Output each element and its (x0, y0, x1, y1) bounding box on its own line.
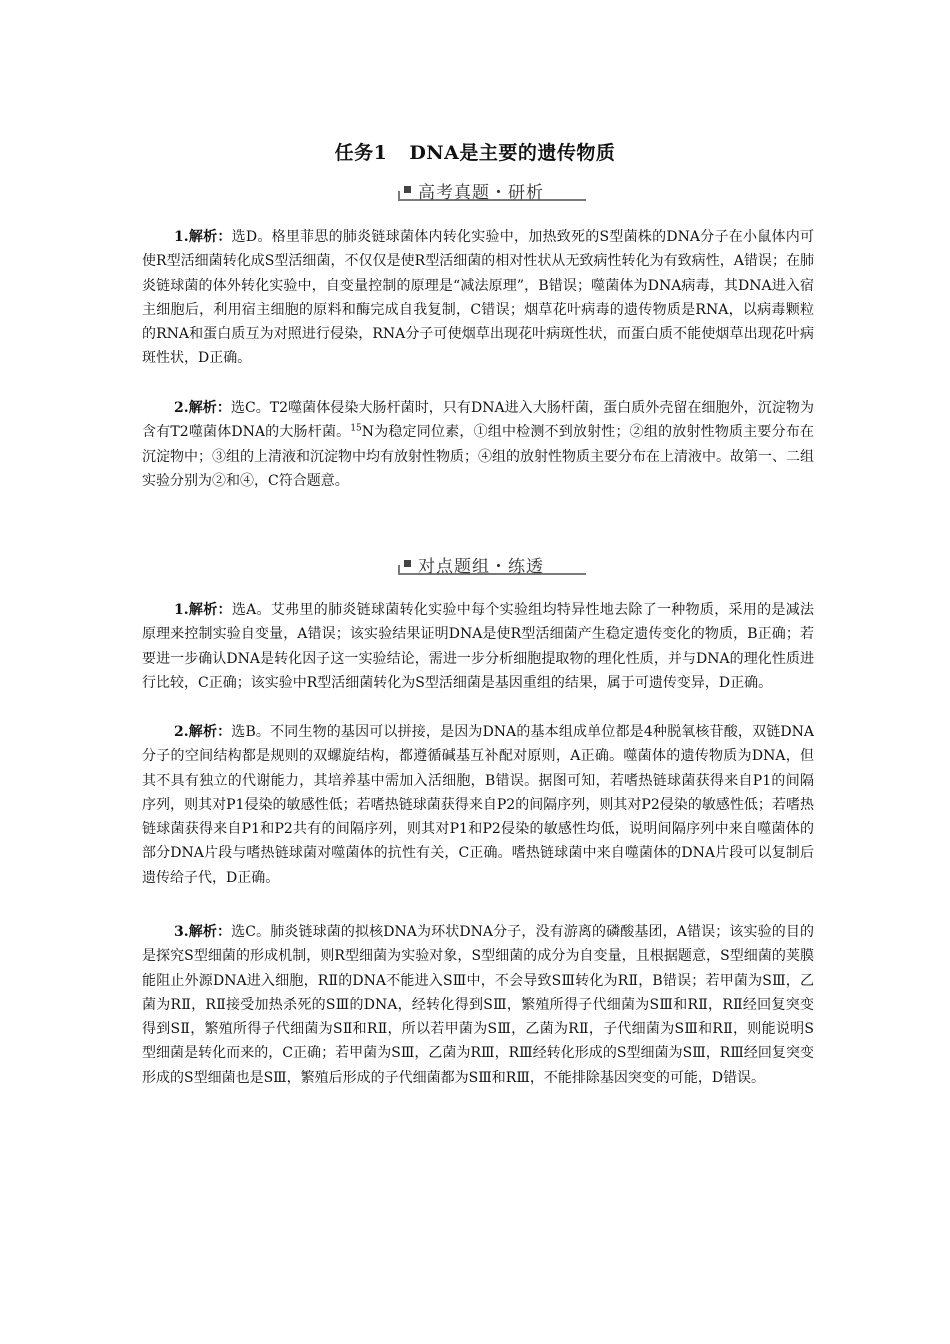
answer-text-continued: N为稳定同位素，①组中检测不到放射性；②组的放射性物质主要分布在沉淀物中；③组的上清液和沉淀物中均有放射性物质；④组的放射性物质主要分布在上清液中。故第一、二组实验分别为②和④，C符合题意。 (142, 424, 814, 489)
practice-paragraph-3 (142, 920, 814, 1090)
answer-number: 1. (174, 602, 189, 618)
answer-number: 3. (174, 924, 189, 940)
answer-label: 解析： (188, 400, 231, 416)
answer-number: 2. (174, 724, 189, 740)
section-heading: 对点题组・练透 (418, 557, 544, 577)
answer-text: 选A。艾弗里的肺炎链球菌转化实验中每个实验组均特异性地去除了一种物质，采用的是减法原理来控制实验自变量，A错误；该实验结果证明DNA是使R型活细菌产生稳定遗传变化的物质，B正确；若要进一步确认DNA是转化因子这一实验结论，需进一步分析细胞提取物的理化性质，并与DNA的理化性质进行比较，C正确；该实验中R型活细菌转化为S型活细菌是基因重组的结果，属于可遗传变异，D正确。 (142, 602, 815, 691)
answer-paragraph-1 (142, 225, 814, 371)
title-task: 任务1 (334, 142, 388, 164)
answer-paragraph-2 (142, 396, 814, 493)
practice-paragraph-2 (142, 720, 814, 890)
section-banner-exam-analysis (398, 177, 586, 203)
title-topic: DNA是主要的遗传物质 (409, 142, 616, 164)
answer-text: 选C。肺炎链球菌的拟核DNA为环状DNA分子，没有游离的磷酸基团，A错误；该实验的目的是探究S型细菌的形成机制，则R型细菌为实验对象，S型细菌的成分为自变量，且根据题意，S型细菌的荚膜能阻止外源DNA进入细胞，RⅡ的DNA不能进入SⅢ中，不会导致SⅢ转化为RⅡ，B错误；若甲菌为SⅢ，乙菌为RⅡ，RⅡ接受加热杀死的SⅢ的DNA，经转化得到SⅢ，繁殖所得子代细菌为SⅢ和RⅡ，RⅡ经回复突变得到SⅡ，繁殖所得子代细菌为SⅡ和RⅡ，所以若甲菌为SⅢ，乙菌为RⅡ，子代细菌为SⅢ和RⅡ，则能说明S型细菌是转化而来的，C正确；若甲菌为SⅢ，乙菌为RⅢ，RⅢ经转化形成的S型细菌为SⅢ，RⅢ经回复突变形成的S型细菌也是SⅢ，繁殖后形成的子代细菌都为SⅢ和RⅢ，不能排除基因突变的可能，D错误。 (142, 924, 814, 1086)
answer-text: 选C。T2噬菌体侵染大肠杆菌时，只有DNA进入大肠杆菌，蛋白质外壳留在细胞外，沉淀物为含有T2噬菌体DNA的大肠杆菌。 (142, 400, 814, 441)
answer-text: 选B。不同生物的基因可以拼接，是因为DNA的基本组成单位都是4种脱氧核苷酸，双链DNA分子的空间结构都是规则的双螺旋结构，都遵循碱基互补配对原则，A正确。噬菌体的遗传物质为DNA，但其不具有独立的代谢能力，其培养基中需加入活细胞，B错误。据图可知，若嗜热链球菌获得来自P1的间隔序列，则其对P1侵染的敏感性低；若嗜热链球菌获得来自P2的间隔序列，则其对P2侵染的敏感性低；若嗜热链球菌获得来自P1和P2共有的间隔序列，则其对P1和P2侵染的敏感性均低，说明间隔序列中来自噬菌体的部分DNA片段与嗜热链球菌对噬菌体的抗性有关，C正确。嗜热链球菌中来自噬菌体的DNA片段可以复制后遗传给子代，D正确。 (142, 724, 814, 886)
section-heading: 高考真题・研析 (418, 183, 544, 203)
answer-number: 1. (174, 229, 189, 245)
answer-label: 解析： (188, 602, 232, 618)
answer-label: 解析： (188, 924, 232, 940)
answer-number: 2. (174, 400, 189, 416)
square-bullet-icon (404, 560, 411, 567)
practice-paragraph-1 (142, 598, 814, 695)
answer-label: 解析： (188, 724, 232, 740)
square-bullet-icon (404, 186, 411, 193)
section-banner-practice (398, 551, 586, 577)
isotope-superscript: 15 (350, 423, 362, 434)
answer-label: 解析： (188, 229, 232, 245)
answer-text: 选D。格里菲思的肺炎链球菌体内转化实验中，加热致死的S型菌株的DNA分子在小鼠体内可使R型活细菌转化成S型活细菌，不仅仅是使R型活细菌的相对性状从无致病性转化为有致病性，A错误；在肺炎链球菌的体外转化实验中，自变量控制的原理是“减法原理”，B错误；噬菌体为DNA病毒，其DNA进入宿主细胞后，利用宿主细胞的原料和酶完成自我复制，C错误；烟草花叶病毒的遗传物质是RNA，以病毒颗粒的RNA和蛋白质互为对照进行侵染，RNA分子可使烟草出现花叶病斑性状，而蛋白质不能使烟草出现花叶病斑性状，D正确。 (142, 229, 815, 367)
page-title (0, 138, 950, 165)
